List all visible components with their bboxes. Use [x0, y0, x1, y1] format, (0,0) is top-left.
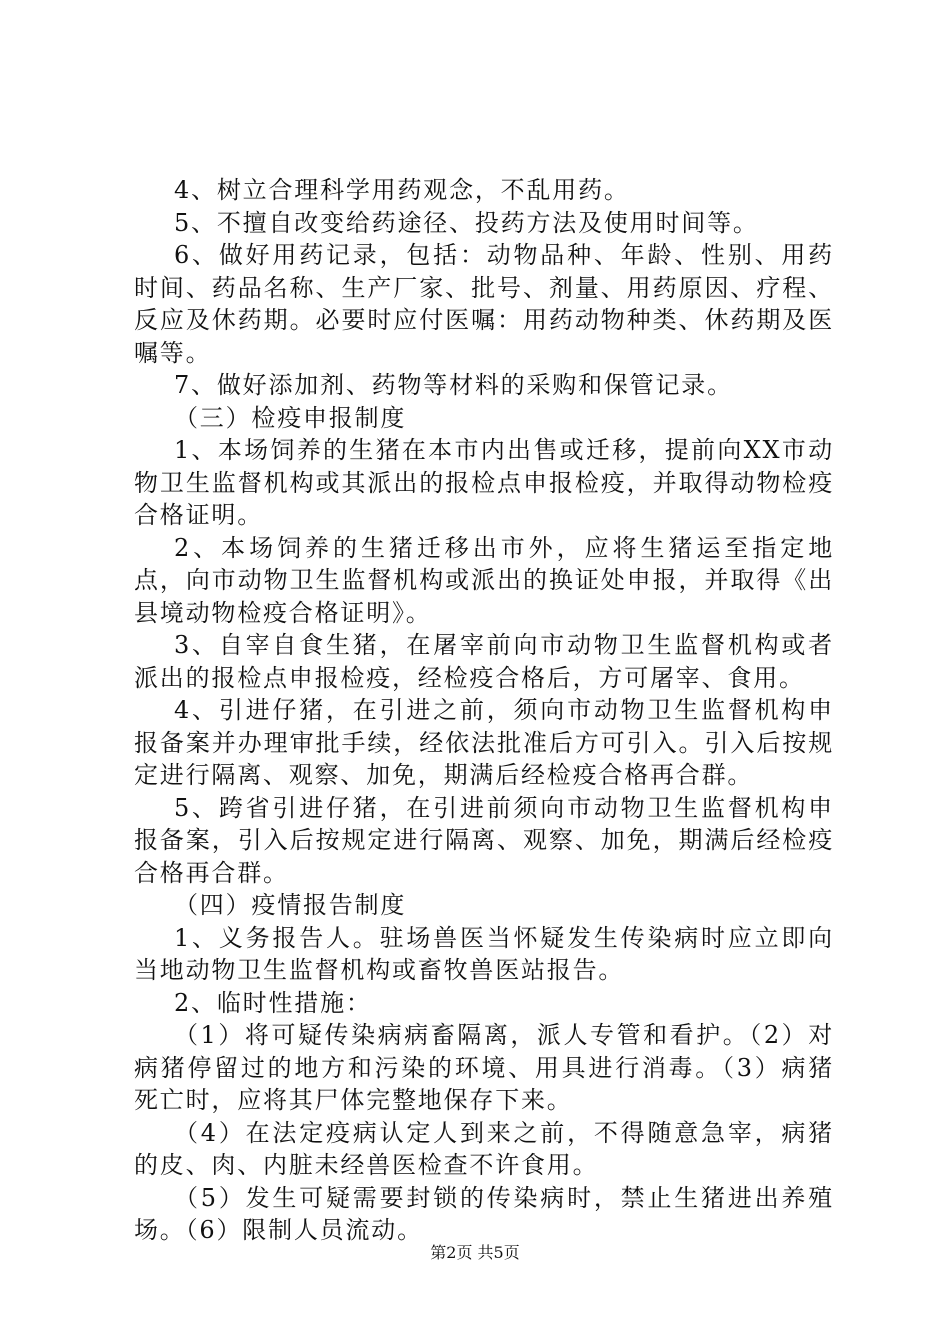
- paragraph: 2、本场饲养的生猪迁移出市外，应将生猪运至指定地点，向市动物卫生监督机构或派出的换证处申报，并取得《出县境动物检疫合格证明》。: [134, 533, 834, 627]
- paragraph: 1、义务报告人。驻场兽医当怀疑发生传染病时应立即向当地动物卫生监督机构或畜牧兽医站报告。: [134, 923, 834, 984]
- paragraph: 5、不擅自改变给药途径、投药方法及使用时间等。: [174, 208, 759, 237]
- paragraph: 2、临时性措施：: [174, 988, 372, 1017]
- paragraph: 4、引进仔猪，在引进之前，须向市动物卫生监督机构申报备案并办理审批手续，经依法批准后方可引入。引入后按规定进行隔离、观察、加免，期满后经检疫合格再合群。: [134, 696, 834, 789]
- section-heading: （四）疫情报告制度: [174, 891, 407, 919]
- paragraph: 5、跨省引进仔猪，在引进前须向市动物卫生监督机构申报备案，引入后按规定进行隔离、观察、加免，期满后经检疫合格再合群。: [134, 793, 834, 887]
- section-heading: （三）检疫申报制度: [174, 403, 407, 432]
- paragraph: 6、做好用药记录，包括：动物品种、年龄、性别、用药时间、药品名称、生产厂家、批号、剂量、用药原因、疗程、反应及休药期。必要时应付医嘱：用药动物种类、休药期及医嘱等。: [134, 241, 834, 367]
- paragraph: 7、做好添加剂、药物等材料的采购和保管记录。: [174, 371, 733, 399]
- paragraph: 3、自宰自食生猪，在屠宰前向市动物卫生监督机构或者派出的报检点申报检疫，经检疫合格后，方可屠宰、食用。: [134, 631, 834, 692]
- paragraph: （1）将可疑传染病病畜隔离，派人专管和看护。（2）对病猪停留过的地方和污染的环境、用具进行消毒。（3）病猪死亡时，应将其尸体完整地保存下来。: [134, 1021, 834, 1114]
- paragraph: 1、本场饲养的生猪在本市内出售或迁移，提前向XX市动物卫生监督机构或其派出的报检点申报检疫，并取得动物检疫合格证明。: [134, 436, 834, 529]
- document-body: [134, 174, 834, 1247]
- paragraph: （5）发生可疑需要封锁的传染病时，禁止生猪进出养殖场。（6）限制人员流动。: [134, 1183, 834, 1244]
- paragraph: 4、树立合理科学用药观念，不乱用药。: [174, 176, 630, 204]
- page-footer: 第2页 共5页: [430, 1243, 520, 1262]
- paragraph: （4）在法定疫病认定人到来之前，不得随意急宰，病猪的皮、肉、内脏未经兽医检查不许食用。: [134, 1118, 834, 1179]
